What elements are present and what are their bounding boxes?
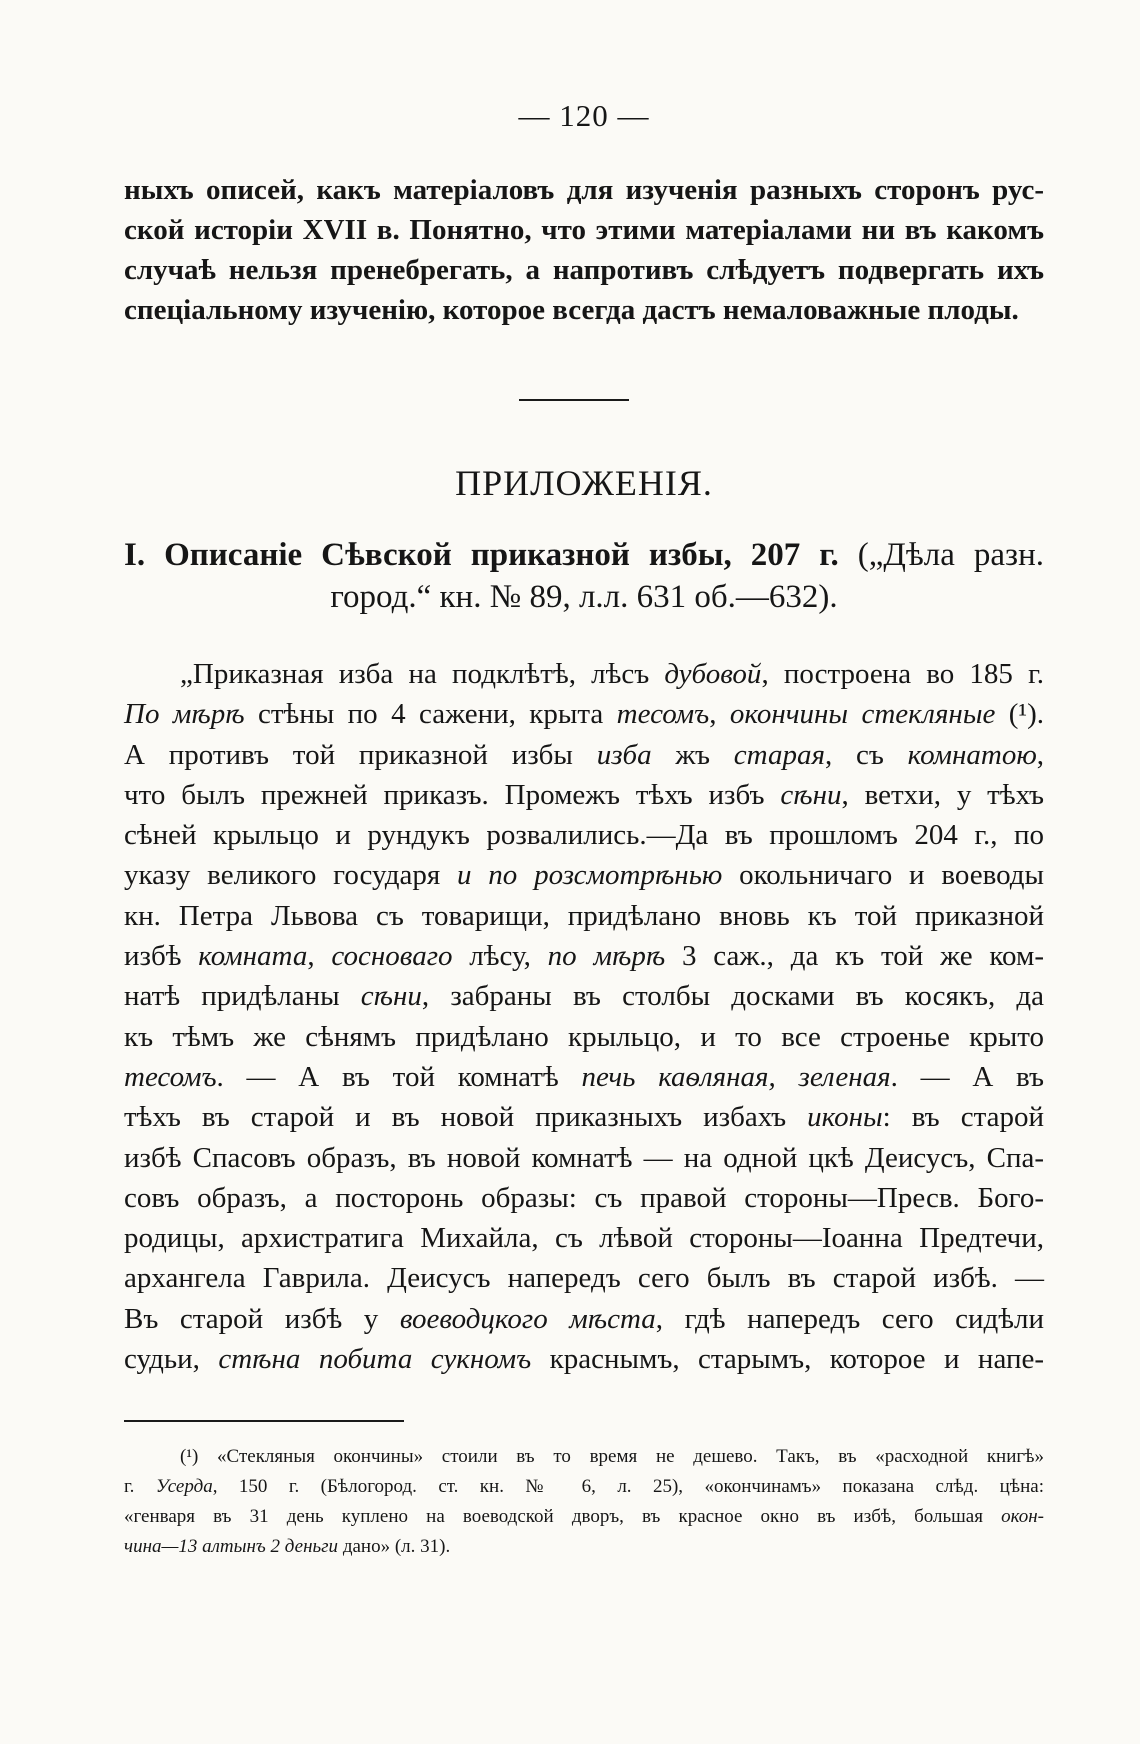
body-line	[124, 1138, 1044, 1178]
book-page	[124, 0, 1044, 1744]
body-text: , съ	[824, 738, 908, 771]
body-text: жъ	[651, 738, 734, 771]
body-text: къ тѣмъ же сѣнямъ придѣлано крыльцо, и то все строенье крыто	[124, 1020, 1044, 1053]
section-divider	[519, 399, 629, 401]
body-text: кн. Петра Львова съ товарищи, придѣлано вновь къ той приказной	[124, 899, 1044, 932]
body-line	[124, 735, 1044, 775]
body-text: тѣхъ въ старой и въ новой приказныхъ избахъ	[124, 1101, 808, 1134]
footnote-text: дано» (л. 31).	[338, 1536, 451, 1557]
body-line	[124, 1097, 1044, 1137]
document-body	[124, 654, 1044, 1379]
body-line	[124, 1218, 1044, 1258]
body-text: лѣсу,	[452, 940, 548, 973]
document-title-line	[124, 534, 1044, 576]
body-text: архангела Гаврила. Деисусъ напередъ сего былъ въ старой избѣ. —	[124, 1262, 1044, 1295]
body-text: По мѣрѣ	[124, 698, 245, 731]
body-text: печь каѳляная, зеленая	[581, 1060, 891, 1093]
body-line	[124, 1178, 1044, 1218]
footnote-text: чина—13 алтынъ 2 деньги	[124, 1536, 339, 1557]
footnote-line	[124, 1532, 1044, 1562]
body-line	[124, 896, 1044, 936]
body-line	[124, 694, 1044, 734]
body-line	[124, 1339, 1044, 1379]
body-text: тесомъ	[616, 698, 710, 731]
body-text: родицы, архистратига Михайла, съ лѣвой стороны—Іоанна Предтечи,	[124, 1222, 1044, 1255]
body-text: , ветхи, у тѣхъ	[841, 778, 1044, 811]
body-text: ,	[1036, 738, 1045, 771]
footnote-text: г.	[124, 1476, 156, 1497]
body-text: изба	[596, 738, 652, 771]
body-text: иконы	[807, 1101, 883, 1134]
footnote-line	[124, 1502, 1044, 1532]
body-text: избѣ	[124, 940, 199, 973]
body-text: избѣ Спасовъ образъ, въ новой комнатѣ — на одной цкѣ Деисусъ, Спа-	[124, 1141, 1044, 1174]
body-text: натѣ придѣланы	[124, 980, 361, 1013]
body-line	[124, 654, 1044, 694]
footnote-text: Усерда	[155, 1476, 213, 1497]
body-text: (¹).	[995, 698, 1044, 731]
body-text: стѣна побита сукномъ	[218, 1343, 532, 1376]
body-text: судьи,	[124, 1343, 219, 1376]
body-text: , забраны въ столбы досками въ косякъ, да	[421, 980, 1044, 1013]
body-text: старая	[733, 738, 825, 771]
body-text: стѣны по 4 сажени, крыта	[244, 698, 617, 731]
body-text: и по розсмотрѣнью	[456, 859, 723, 892]
body-line	[124, 936, 1044, 976]
intro-line: ныхъ описей, какъ матеріаловъ для изученія разныхъ сторонъ рус-	[124, 174, 1044, 206]
body-text: что былъ прежней приказъ. Промежъ тѣхъ избъ	[124, 778, 781, 811]
body-text: : въ старой	[882, 1101, 1044, 1134]
document-title-main: I. Описаніе Сѣвской приказной избы, 207 г.	[124, 537, 839, 573]
body-text: по мѣрѣ	[547, 940, 666, 973]
body-text: сѣни	[360, 980, 422, 1013]
document-title-source: („Дѣла разн.	[857, 537, 1044, 573]
body-text: , построена во 185 г.	[761, 658, 1044, 690]
body-text: . — А въ той комнатѣ	[216, 1060, 582, 1093]
body-text: ,	[307, 940, 332, 973]
intro-line: случаѣ нельзя пренебрегать, а напротивъ слѣдуетъ подвергать ихъ	[124, 254, 1044, 286]
body-text: комната	[198, 940, 308, 973]
footnote-text: окон-	[1001, 1506, 1044, 1527]
body-line	[124, 855, 1044, 895]
intro-line: ской исторіи XVII в. Понятно, что этими матеріалами ни въ какомъ	[124, 214, 1044, 246]
document-title	[124, 534, 1044, 618]
body-text: воеводцкого мѣста	[399, 1302, 656, 1335]
body-text: окончины стекляные	[729, 698, 996, 731]
body-text: 3 саж., да къ той же ком-	[665, 940, 1044, 973]
body-line	[124, 1299, 1044, 1339]
body-text: . — А въ	[890, 1060, 1044, 1093]
body-text: указу великого государя	[124, 859, 457, 892]
body-text: ,	[709, 698, 730, 731]
intro-line: спеціальному изученію, которое всегда дастъ немаловажные плоды.	[124, 294, 1019, 326]
footnote-line	[124, 1472, 1044, 1502]
body-text: Въ старой избѣ у	[124, 1302, 400, 1335]
document-title-reference: город.“ кн. № 89, л.л. 631 об.—632).	[330, 579, 838, 615]
body-text: окольничаго и воеводы	[722, 859, 1044, 892]
body-text: сѣней крыльцо и рундукъ розвалились.—Да въ прошломъ 204 г., по	[124, 819, 1044, 852]
intro-paragraph	[124, 170, 1044, 330]
page-number: — 120 —	[518, 98, 650, 133]
body-text: , гдѣ напередъ сего сидѣли	[655, 1302, 1045, 1335]
body-line	[124, 976, 1044, 1016]
body-line	[124, 1258, 1044, 1298]
body-line	[124, 775, 1044, 815]
body-text: тесомъ	[124, 1060, 217, 1093]
footnote-text: «генваря въ 31 день куплено на воеводской дворъ, въ красное окно въ избѣ, большая	[124, 1506, 1002, 1527]
section-heading: ПРИЛОЖЕНІЯ.	[455, 463, 713, 503]
body-line	[124, 815, 1044, 855]
body-text: краснымъ, старымъ, которое и напе-	[531, 1343, 1044, 1376]
body-text: комнатою	[907, 738, 1037, 771]
body-line	[124, 1017, 1044, 1057]
footnote-divider	[124, 1420, 404, 1422]
footnote-text: , 150 г. (Бѣлогород. ст. кн. № 6, л. 25), «окончинамъ» показана слѣд. цѣна:	[212, 1476, 1044, 1497]
body-text: А противъ той приказной избы	[124, 738, 597, 771]
footnote-line	[124, 1442, 1044, 1472]
body-text: сѣни	[780, 778, 842, 811]
footnote	[124, 1442, 1044, 1562]
body-text: „Приказная изба на подклѣтѣ, лѣсъ	[180, 658, 665, 690]
body-text: сосноваго	[331, 940, 453, 973]
body-line	[124, 1057, 1044, 1097]
body-text: дубовой	[664, 658, 762, 690]
footnote-text: (¹) «Стекляныя окончины» стоили въ то время не дешево. Такъ, въ «расходной книгѣ»	[180, 1446, 1044, 1467]
body-text: совъ образъ, а посторонь образы: съ правой стороны—Пресв. Бого-	[124, 1181, 1044, 1214]
